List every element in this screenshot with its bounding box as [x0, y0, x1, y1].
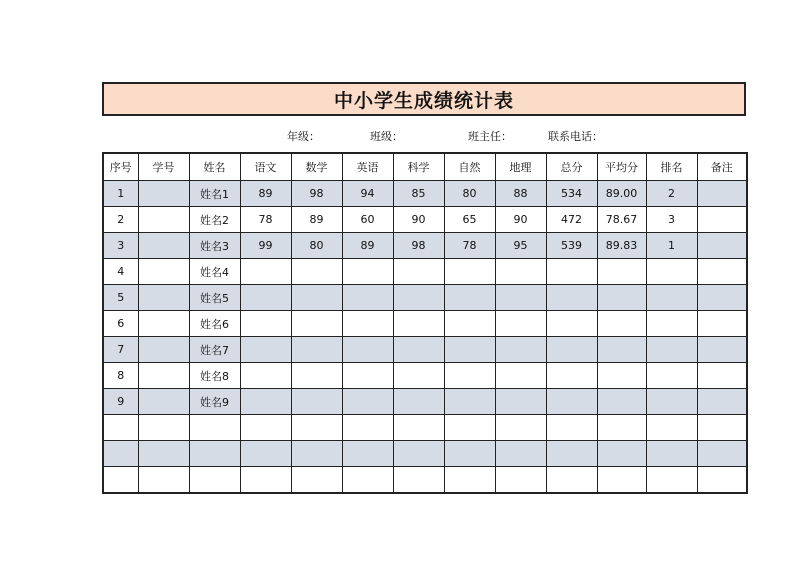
table-cell[interactable] — [393, 441, 444, 467]
table-cell[interactable] — [546, 337, 597, 363]
header-cell[interactable]: 姓名 — [189, 153, 240, 181]
phone-label: 联系电话： — [548, 130, 603, 143]
table-cell[interactable] — [342, 467, 393, 494]
table-cell[interactable] — [240, 389, 291, 415]
table-cell[interactable] — [444, 467, 495, 494]
table-cell[interactable] — [597, 389, 646, 415]
table-cell[interactable]: 姓名6 — [189, 311, 240, 337]
header-row — [103, 153, 747, 181]
table-cell[interactable] — [646, 259, 697, 285]
table-cell[interactable]: 98 — [393, 233, 444, 259]
table-cell[interactable] — [646, 467, 697, 494]
score-table — [102, 152, 748, 494]
table-cell[interactable] — [546, 441, 597, 467]
table-cell[interactable] — [291, 363, 342, 389]
table-cell[interactable] — [597, 337, 646, 363]
table-cell[interactable] — [103, 415, 138, 441]
table-row — [103, 363, 747, 389]
table-cell[interactable] — [240, 259, 291, 285]
table-cell[interactable] — [646, 441, 697, 467]
table-cell[interactable] — [495, 389, 546, 415]
table-cell[interactable] — [697, 311, 747, 337]
table-cell[interactable] — [393, 311, 444, 337]
table-cell[interactable] — [597, 285, 646, 311]
table-cell[interactable] — [138, 467, 189, 494]
table-cell[interactable] — [546, 363, 597, 389]
table-cell[interactable]: 姓名2 — [189, 207, 240, 233]
table-row — [103, 337, 747, 363]
table-cell[interactable] — [495, 467, 546, 494]
table-row — [103, 415, 747, 441]
table-cell[interactable] — [240, 285, 291, 311]
teacher-label: 班主任： — [468, 130, 512, 143]
table-cell[interactable] — [597, 467, 646, 494]
table-cell[interactable] — [138, 363, 189, 389]
table-cell[interactable] — [342, 389, 393, 415]
table-cell[interactable] — [646, 389, 697, 415]
table-cell[interactable]: 78.67 — [597, 207, 646, 233]
table-cell[interactable] — [444, 337, 495, 363]
table-cell[interactable] — [546, 285, 597, 311]
table-cell[interactable] — [342, 337, 393, 363]
table-cell[interactable] — [697, 389, 747, 415]
table-cell[interactable] — [240, 441, 291, 467]
header-cell[interactable]: 自然 — [444, 153, 495, 181]
table-cell[interactable]: 7 — [103, 337, 138, 363]
table-cell[interactable] — [495, 363, 546, 389]
table-cell[interactable] — [240, 415, 291, 441]
table-cell[interactable] — [138, 181, 189, 207]
table-cell[interactable] — [444, 441, 495, 467]
table-row — [103, 467, 747, 494]
table-cell[interactable]: 6 — [103, 311, 138, 337]
table-cell[interactable]: 姓名4 — [189, 259, 240, 285]
table-cell[interactable]: 89 — [240, 181, 291, 207]
table-cell[interactable]: 90 — [495, 207, 546, 233]
table-cell[interactable] — [393, 285, 444, 311]
table-cell[interactable] — [291, 259, 342, 285]
header-cell[interactable]: 语文 — [240, 153, 291, 181]
table-cell[interactable] — [495, 415, 546, 441]
header-cell[interactable]: 排名 — [646, 153, 697, 181]
header-cell[interactable]: 总分 — [546, 153, 597, 181]
table-cell[interactable] — [697, 181, 747, 207]
table-cell[interactable]: 88 — [495, 181, 546, 207]
table-cell[interactable] — [342, 311, 393, 337]
table-cell[interactable] — [138, 233, 189, 259]
table-cell[interactable] — [138, 259, 189, 285]
table-cell[interactable]: 姓名3 — [189, 233, 240, 259]
table-cell[interactable]: 姓名7 — [189, 337, 240, 363]
table-cell[interactable] — [495, 441, 546, 467]
table-cell[interactable] — [342, 415, 393, 441]
table-cell[interactable] — [189, 467, 240, 494]
table-cell[interactable]: 3 — [103, 233, 138, 259]
table-row — [103, 207, 747, 233]
table-cell[interactable]: 姓名1 — [189, 181, 240, 207]
table-cell[interactable] — [495, 259, 546, 285]
table-cell[interactable] — [444, 415, 495, 441]
table-cell[interactable]: 78 — [444, 233, 495, 259]
table-cell[interactable] — [495, 285, 546, 311]
table-cell[interactable] — [103, 467, 138, 494]
table-cell[interactable]: 5 — [103, 285, 138, 311]
header-cell[interactable]: 序号 — [103, 153, 138, 181]
table-cell[interactable] — [697, 259, 747, 285]
table-cell[interactable] — [291, 415, 342, 441]
table-row — [103, 259, 747, 285]
table-cell[interactable] — [597, 259, 646, 285]
table-cell[interactable] — [393, 389, 444, 415]
table-cell[interactable] — [342, 285, 393, 311]
table-cell[interactable] — [697, 441, 747, 467]
sheet-title: 中小学生成绩统计表 — [102, 82, 746, 116]
table-cell[interactable] — [138, 337, 189, 363]
table-cell[interactable]: 89.83 — [597, 233, 646, 259]
table-cell[interactable]: 89.00 — [597, 181, 646, 207]
table-cell[interactable] — [444, 389, 495, 415]
table-cell[interactable] — [291, 337, 342, 363]
table-cell[interactable]: 9 — [103, 389, 138, 415]
table-cell[interactable] — [646, 363, 697, 389]
table-cell[interactable] — [138, 415, 189, 441]
table-cell[interactable]: 89 — [342, 233, 393, 259]
table-cell[interactable] — [546, 389, 597, 415]
table-row — [103, 285, 747, 311]
class-label: 班级： — [370, 130, 403, 143]
table-cell[interactable] — [393, 363, 444, 389]
table-cell[interactable] — [240, 337, 291, 363]
table-cell[interactable] — [291, 389, 342, 415]
table-cell[interactable] — [240, 363, 291, 389]
table-cell[interactable] — [240, 311, 291, 337]
table-cell[interactable] — [138, 285, 189, 311]
header-cell[interactable]: 备注 — [697, 153, 747, 181]
table-cell[interactable]: 98 — [291, 181, 342, 207]
table-cell[interactable] — [546, 259, 597, 285]
table-cell[interactable] — [697, 285, 747, 311]
table-cell[interactable]: 80 — [444, 181, 495, 207]
table-cell[interactable]: 94 — [342, 181, 393, 207]
table-row — [103, 441, 747, 467]
table-cell[interactable] — [597, 311, 646, 337]
header-cell[interactable]: 学号 — [138, 153, 189, 181]
table-cell[interactable] — [240, 467, 291, 494]
table-cell[interactable] — [646, 415, 697, 441]
header-cell[interactable]: 地理 — [495, 153, 546, 181]
table-cell[interactable]: 99 — [240, 233, 291, 259]
table-cell[interactable] — [444, 285, 495, 311]
table-cell[interactable] — [291, 311, 342, 337]
table-cell[interactable]: 85 — [393, 181, 444, 207]
grade-label: 年级： — [287, 130, 320, 143]
table-cell[interactable]: 78 — [240, 207, 291, 233]
table-cell[interactable] — [697, 337, 747, 363]
table-cell[interactable] — [697, 467, 747, 494]
table-cell[interactable] — [495, 337, 546, 363]
table-cell[interactable] — [597, 415, 646, 441]
table-cell[interactable] — [546, 311, 597, 337]
table-cell[interactable] — [342, 259, 393, 285]
table-cell[interactable]: 539 — [546, 233, 597, 259]
table-cell[interactable]: 2 — [103, 207, 138, 233]
table-cell[interactable]: 姓名5 — [189, 285, 240, 311]
table-cell[interactable] — [646, 285, 697, 311]
table-cell[interactable]: 2 — [646, 181, 697, 207]
table-cell[interactable]: 60 — [342, 207, 393, 233]
table-cell[interactable] — [697, 363, 747, 389]
table-cell[interactable]: 姓名9 — [189, 389, 240, 415]
table-cell[interactable]: 534 — [546, 181, 597, 207]
table-cell[interactable] — [393, 467, 444, 494]
table-cell[interactable]: 80 — [291, 233, 342, 259]
table-cell[interactable] — [495, 311, 546, 337]
table-cell[interactable] — [646, 311, 697, 337]
table-cell[interactable] — [342, 441, 393, 467]
table-cell[interactable]: 90 — [393, 207, 444, 233]
header-cell[interactable]: 平均分 — [597, 153, 646, 181]
table-cell[interactable] — [138, 207, 189, 233]
table-row — [103, 311, 747, 337]
table-cell[interactable] — [291, 467, 342, 494]
table-cell[interactable] — [189, 415, 240, 441]
table-cell[interactable] — [342, 363, 393, 389]
table-cell[interactable] — [138, 311, 189, 337]
header-cell[interactable]: 科学 — [393, 153, 444, 181]
table-cell[interactable] — [138, 441, 189, 467]
info-row — [102, 126, 746, 144]
table-cell[interactable]: 3 — [646, 207, 697, 233]
table-cell[interactable] — [597, 441, 646, 467]
table-cell[interactable] — [646, 337, 697, 363]
table-cell[interactable] — [393, 259, 444, 285]
table-cell[interactable]: 1 — [103, 181, 138, 207]
header-cell[interactable]: 英语 — [342, 153, 393, 181]
table-cell[interactable] — [444, 259, 495, 285]
table-cell[interactable] — [697, 415, 747, 441]
table-cell[interactable] — [546, 467, 597, 494]
table-cell[interactable]: 4 — [103, 259, 138, 285]
table-cell[interactable]: 65 — [444, 207, 495, 233]
table-row — [103, 233, 747, 259]
table-row — [103, 389, 747, 415]
table-cell[interactable] — [444, 311, 495, 337]
table-cell[interactable]: 姓名8 — [189, 363, 240, 389]
table-cell[interactable] — [291, 285, 342, 311]
table-cell[interactable]: 89 — [291, 207, 342, 233]
table-cell[interactable]: 1 — [646, 233, 697, 259]
table-cell[interactable] — [597, 363, 646, 389]
table-cell[interactable] — [697, 207, 747, 233]
table-row — [103, 181, 747, 207]
header-cell[interactable]: 数学 — [291, 153, 342, 181]
table-cell[interactable]: 95 — [495, 233, 546, 259]
table-cell[interactable] — [189, 441, 240, 467]
table-cell[interactable] — [697, 233, 747, 259]
table-cell[interactable] — [393, 415, 444, 441]
table-cell[interactable]: 8 — [103, 363, 138, 389]
table-cell[interactable] — [546, 415, 597, 441]
table-cell[interactable]: 472 — [546, 207, 597, 233]
table-cell[interactable] — [103, 441, 138, 467]
table-cell[interactable] — [138, 389, 189, 415]
table-cell[interactable] — [291, 441, 342, 467]
table-body — [103, 181, 747, 494]
table-cell[interactable] — [444, 363, 495, 389]
table-cell[interactable] — [393, 337, 444, 363]
